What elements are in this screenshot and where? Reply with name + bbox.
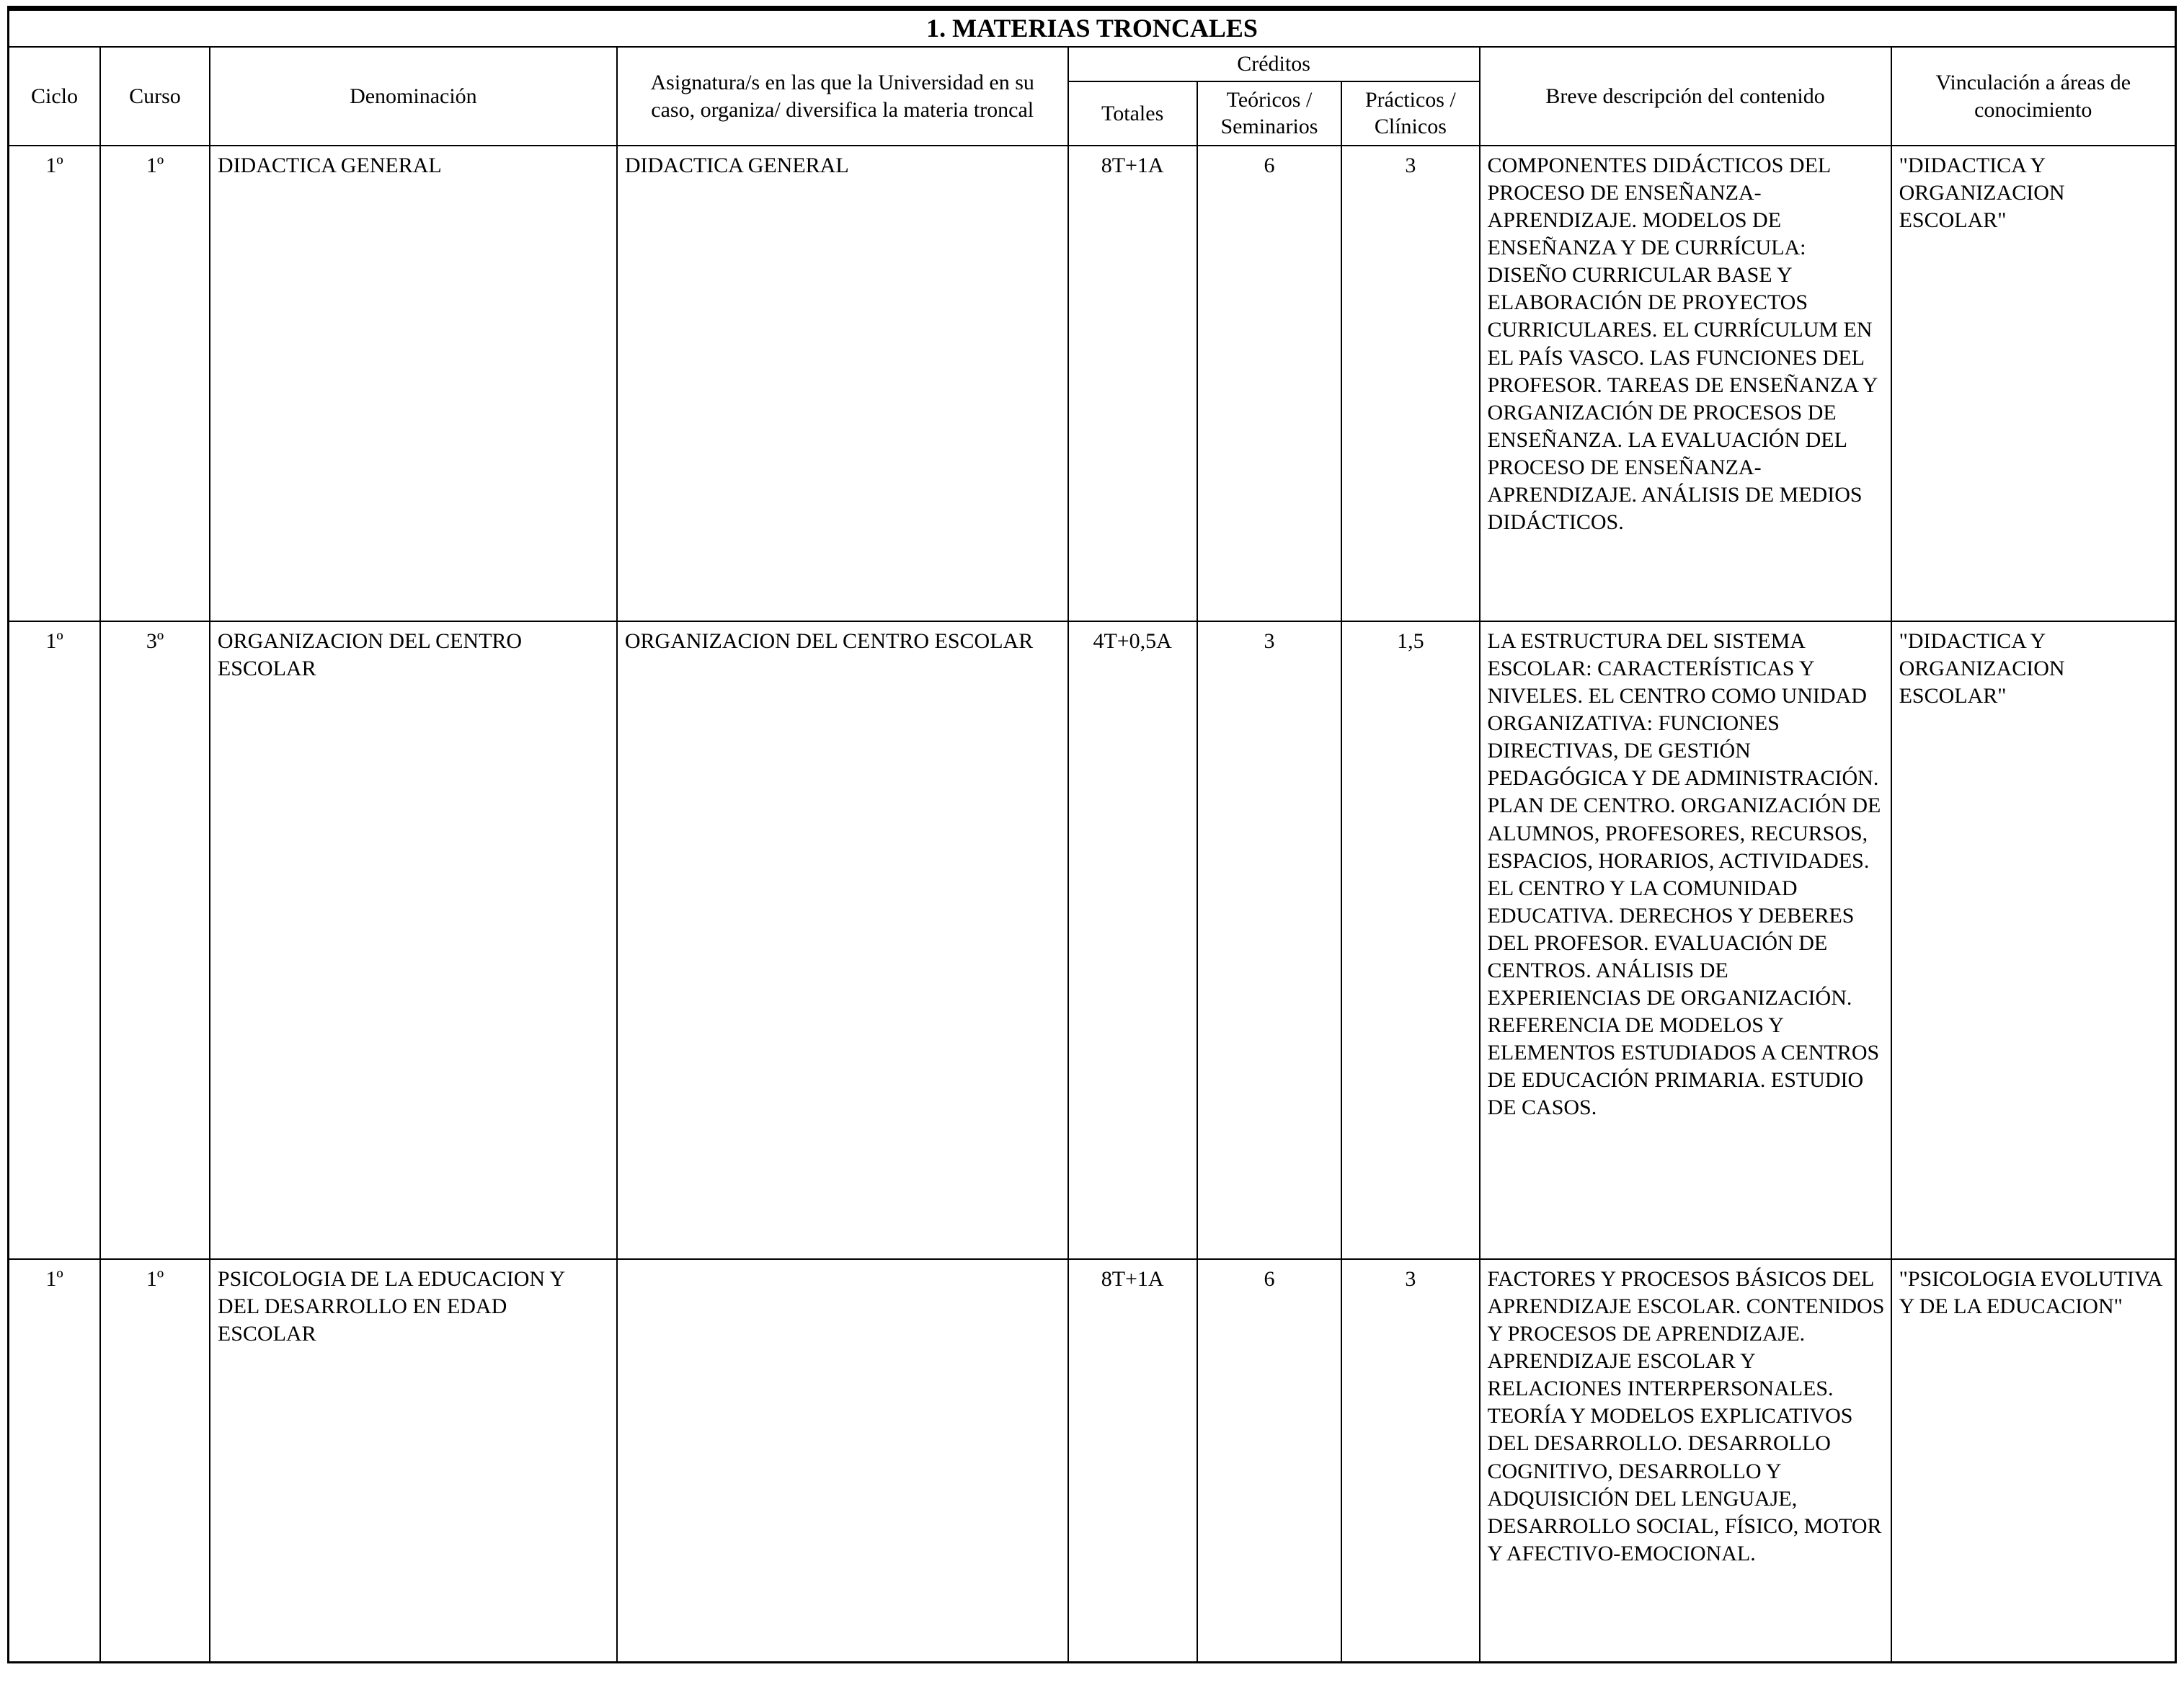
header-asignatura: Asignatura/s en las que la Universidad en su caso, organiza/ diversifica la materia troncal xyxy=(617,47,1068,146)
header-totales: Totales xyxy=(1068,81,1197,146)
header-creditos: Créditos xyxy=(1068,47,1480,81)
cell-ciclo: 1º xyxy=(9,1259,101,1663)
cell-denominacion: PSICOLOGIA DE LA EDUCACION Y DEL DESARROLLO EN EDAD ESCOLAR xyxy=(210,1259,617,1663)
cell-curso: 1º xyxy=(100,146,210,621)
table-row xyxy=(9,1259,2176,1663)
cell-denominacion: ORGANIZACION DEL CENTRO ESCOLAR xyxy=(210,621,617,1259)
cell-descripcion: COMPONENTES DIDÁCTICOS DEL PROCESO DE ENSEÑANZA-APRENDIZAJE. MODELOS DE ENSEÑANZA Y DE CURRÍCULA: DISEÑO CURRICULAR BASE Y ELABORACIÓN DE PROYECTOS CURRICULARES. EL CURRÍCULUM EN EL PAÍS VASCO. LAS FUNCIONES DEL PROFESOR. TAREAS DE ENSEÑANZA Y ORGANIZACIÓN DE PROCESOS DE ENSEÑANZA. LA EVALUACIÓN DEL PROCESO DE ENSEÑANZA-APRENDIZAJE. ANÁLISIS DE MEDIOS DIDÁCTICOS. xyxy=(1480,146,1891,621)
cell-ciclo: 1º xyxy=(9,621,101,1259)
cell-descripcion: FACTORES Y PROCESOS BÁSICOS DEL APRENDIZAJE ESCOLAR. CONTENIDOS Y PROCESOS DE APRENDIZAJE. APRENDIZAJE ESCOLAR Y RELACIONES INTERPERSONALES. TEORÍA Y MODELOS EXPLICATIVOS DEL DESARROLLO. DESARROLLO COGNITIVO, DESARROLLO Y ADQUISICIÓN DEL LENGUAJE, DESARROLLO SOCIAL, FÍSICO, MOTOR Y AFECTIVO-EMOCIONAL. xyxy=(1480,1259,1891,1663)
header-practicos-clinicos: Prácticos / Clínicos xyxy=(1341,81,1479,146)
cell-teoricos: 6 xyxy=(1197,146,1341,621)
header-teoricos-seminarios: Teóricos / Seminarios xyxy=(1197,81,1341,146)
cell-vinculacion: "DIDACTICA Y ORGANIZACION ESCOLAR" xyxy=(1891,621,2176,1259)
cell-totales: 8T+1A xyxy=(1068,146,1197,621)
cell-asignatura: ORGANIZACION DEL CENTRO ESCOLAR xyxy=(617,621,1068,1259)
cell-practicos: 3 xyxy=(1341,1259,1479,1663)
title-row xyxy=(9,9,2176,48)
cell-totales: 4T+0,5A xyxy=(1068,621,1197,1259)
cell-curso: 3º xyxy=(100,621,210,1259)
cell-teoricos: 3 xyxy=(1197,621,1341,1259)
cell-vinculacion: "DIDACTICA Y ORGANIZACION ESCOLAR" xyxy=(1891,146,2176,621)
materias-troncales-table xyxy=(7,6,2177,1663)
header-curso: Curso xyxy=(100,47,210,146)
table-row xyxy=(9,146,2176,621)
cell-practicos: 1,5 xyxy=(1341,621,1479,1259)
cell-denominacion: DIDACTICA GENERAL xyxy=(210,146,617,621)
header-vinculacion: Vinculación a áreas de conocimiento xyxy=(1891,47,2176,146)
cell-descripcion: LA ESTRUCTURA DEL SISTEMA ESCOLAR: CARACTERÍSTICAS Y NIVELES. EL CENTRO COMO UNIDAD ORGANIZATIVA: FUNCIONES DIRECTIVAS, DE GESTIÓN PEDAGÓGICA Y DE ADMINISTRACIÓN. PLAN DE CENTRO. ORGANIZACIÓN DE ALUMNOS, PROFESORES, RECURSOS, ESPACIOS, HORARIOS, ACTIVIDADES. EL CENTRO Y LA COMUNIDAD EDUCATIVA. DERECHOS Y DEBERES DEL PROFESOR. EVALUACIÓN DE CENTROS. ANÁLISIS DE EXPERIENCIAS DE ORGANIZACIÓN. REFERENCIA DE MODELOS Y ELEMENTOS ESTUDIADOS A CENTROS DE EDUCACIÓN PRIMARIA. ESTUDIO DE CASOS. xyxy=(1480,621,1891,1259)
header-denominacion: Denominación xyxy=(210,47,617,146)
cell-asignatura xyxy=(617,1259,1068,1663)
header-descripcion: Breve descripción del contenido xyxy=(1480,47,1891,146)
cell-practicos: 3 xyxy=(1341,146,1479,621)
header-row-top xyxy=(9,47,2176,81)
cell-asignatura: DIDACTICA GENERAL xyxy=(617,146,1068,621)
table-body xyxy=(9,146,2176,1663)
cell-ciclo: 1º xyxy=(9,146,101,621)
table-row xyxy=(9,621,2176,1259)
cell-curso: 1º xyxy=(100,1259,210,1663)
cell-totales: 8T+1A xyxy=(1068,1259,1197,1663)
table-title: 1. MATERIAS TRONCALES xyxy=(9,9,2176,48)
table-header xyxy=(9,9,2176,146)
cell-vinculacion: "PSICOLOGIA EVOLUTIVA Y DE LA EDUCACION" xyxy=(1891,1259,2176,1663)
header-ciclo: Ciclo xyxy=(9,47,101,146)
cell-teoricos: 6 xyxy=(1197,1259,1341,1663)
